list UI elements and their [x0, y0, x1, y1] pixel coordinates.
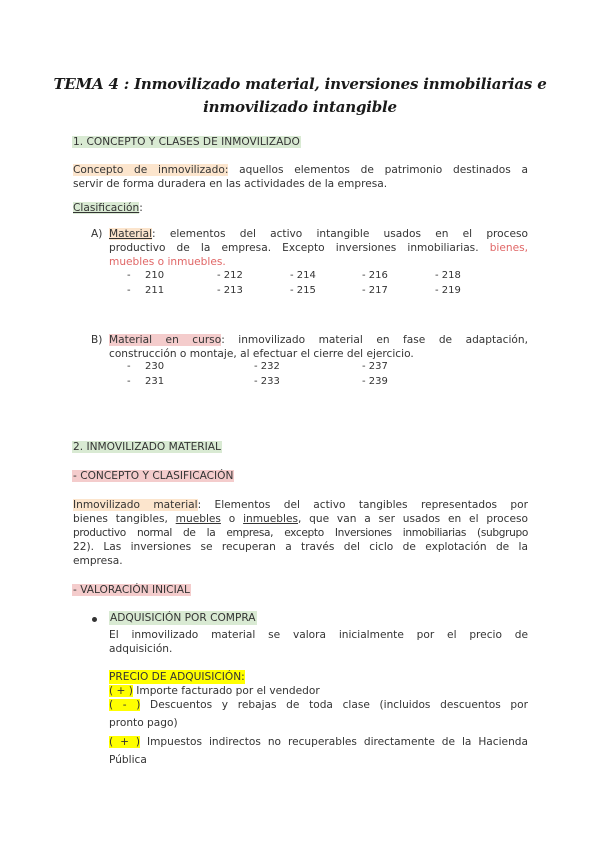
precio-sign-minus: ( - ) — [109, 699, 141, 711]
code-232: - 232 — [254, 361, 280, 372]
precio-text-2-cont: pronto pago) — [109, 717, 178, 729]
def-line-2-b: , que van a ser usados en el proceso — [297, 513, 528, 525]
valoracion-inicial-heading: - VALORACIÓN INICIAL — [73, 584, 190, 596]
def-inmuebles: inmuebles — [243, 513, 298, 525]
concepto-line-2: servir de forma duradera en las actividades de la empresa. — [73, 178, 388, 190]
section-2-heading: 2. INMOVILIZADO MATERIAL — [73, 441, 221, 453]
item-b-line-1: : inmovilizado material en fase de adaptación, — [221, 334, 528, 346]
code-219: - 219 — [435, 285, 461, 296]
adquisicion-paragraph — [109, 628, 528, 656]
concepto-label: Concepto de inmovilizado: — [73, 164, 229, 176]
def-line-5: empresa. — [73, 555, 123, 567]
code-214: - 214 — [290, 270, 316, 281]
precio-item-2 — [109, 698, 528, 730]
dash-marker: - — [127, 285, 131, 296]
code-210: 210 — [145, 270, 165, 281]
precio-text-1: Importe facturado por el vendedor — [132, 685, 320, 697]
precio-adquisicion-label: PRECIO DE ADQUISICIÓN: — [109, 671, 245, 683]
item-b-label: Material en curso — [109, 334, 222, 346]
precio-text-2: Descuentos y rebajas de toda clase (incluidos descuentos por — [140, 699, 528, 711]
inmovilizado-material-paragraph — [73, 498, 528, 568]
item-a-marker: A) — [91, 228, 103, 240]
precio-item-3 — [109, 735, 528, 767]
def-line-4: 22). Las inversiones se recuperan a través del ciclo de explotación de la — [73, 541, 528, 553]
precio-text-3-cont: Pública — [109, 754, 147, 766]
precio-sign-plus: ( + ) — [109, 736, 141, 748]
adquisicion-line-1: El inmovilizado material se valora inicialmente por el precio de — [109, 629, 528, 641]
code-237: - 237 — [362, 361, 388, 372]
item-a-line-2-red: bienes, — [478, 242, 529, 254]
bullet-icon — [92, 617, 97, 622]
section-1-heading: 1. CONCEPTO Y CLASES DE INMOVILIZADO — [73, 136, 300, 148]
code-213: - 213 — [217, 285, 243, 296]
code-233: - 233 — [254, 376, 280, 387]
item-b-paragraph — [109, 333, 528, 361]
dash-marker: - — [127, 270, 131, 281]
clasificacion-heading — [73, 201, 143, 215]
code-231: 231 — [145, 376, 165, 387]
def-label: Inmovilizado material — [73, 499, 198, 511]
code-211: 211 — [145, 285, 165, 296]
dash-marker: - — [127, 361, 131, 372]
def-line-2-a: bienes tangibles, — [73, 513, 176, 525]
concepto-paragraph — [73, 163, 528, 191]
def-muebles: muebles — [175, 513, 221, 525]
document-title-line-1: TEMA 4 : Inmovilizado material, inversiones inmobiliarias e — [53, 75, 547, 93]
code-239: - 239 — [362, 376, 388, 387]
clasificacion-label: Clasificación — [73, 202, 140, 214]
def-line-1: : Elementos del activo tangibles representados por — [197, 499, 528, 511]
code-218: - 218 — [435, 270, 461, 281]
def-line-2-o: o — [220, 513, 244, 525]
item-a-paragraph — [109, 227, 528, 269]
concepto-line-1: aquellos elementos de patrimonio destinados a — [228, 164, 528, 176]
precio-text-3: Impuestos indirectos no recuperables directamente de la Hacienda — [140, 736, 528, 748]
item-a-line-2: productivo de la empresa. Excepto inversiones inmobiliarias. — [109, 242, 479, 254]
concepto-clasificacion-heading: - CONCEPTO Y CLASIFICACIÓN — [73, 470, 234, 482]
item-b-line-2: construcción o montaje, al efectuar el cierre del ejercicio. — [109, 348, 414, 360]
precio-sign-plus: ( + ) — [109, 685, 133, 697]
code-212: - 212 — [217, 270, 243, 281]
item-a-label: Material — [109, 228, 153, 240]
item-a-line-1: : elementos del activo intangible usados en el proceso — [152, 228, 528, 240]
document-title-line-2: inmovilizado intangible — [203, 98, 397, 116]
item-a-line-3: muebles o inmuebles. — [109, 256, 226, 268]
code-217: - 217 — [362, 285, 388, 296]
def-line-3: productivo normal de la empresa, excepto Inversiones inmobiliarias (subgrupo — [73, 527, 528, 539]
clasificacion-colon: : — [139, 202, 143, 214]
adquisicion-line-2: adquisición. — [109, 643, 173, 655]
adquisicion-por-compra-label: ADQUISICIÓN POR COMPRA — [110, 612, 256, 624]
code-216: - 216 — [362, 270, 388, 281]
item-b-marker: B) — [91, 334, 103, 346]
code-230: 230 — [145, 361, 165, 372]
dash-marker: - — [127, 376, 131, 387]
code-215: - 215 — [290, 285, 316, 296]
precio-item-1 — [109, 684, 320, 698]
